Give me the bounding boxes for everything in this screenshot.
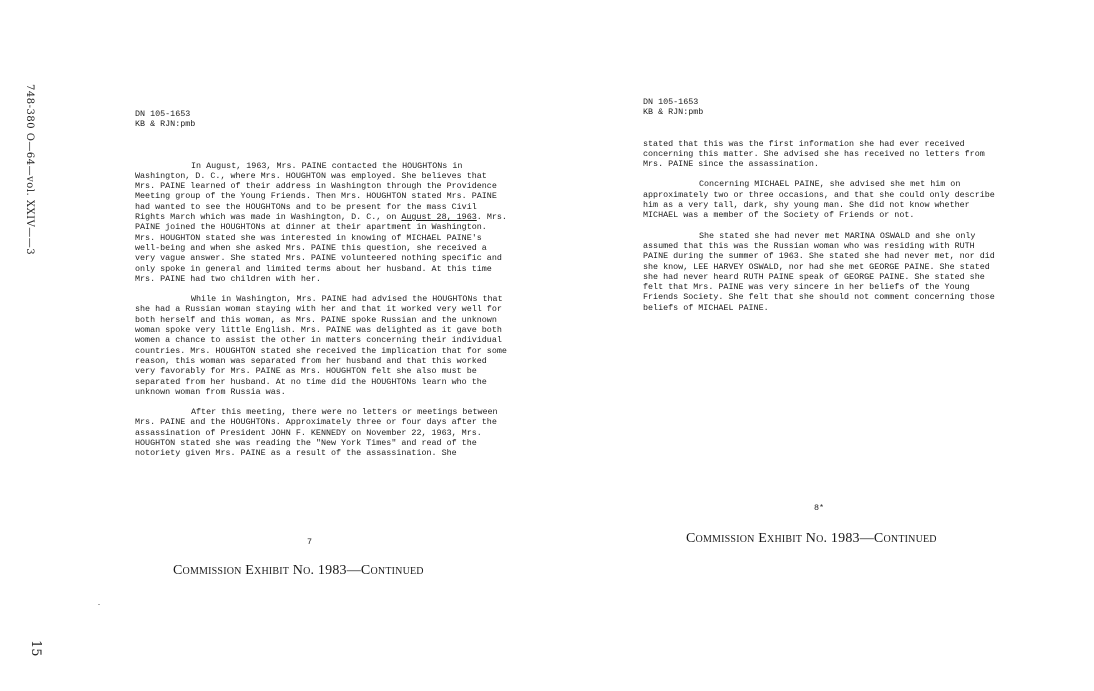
left-page-body xyxy=(135,109,510,469)
right-exhibit-caption: Commission Exhibit No. 1983—Continued xyxy=(686,531,937,546)
right-paragraph-1: stated that this was the first information she had ever received concerning this matter. She advised she has received no letters from Mrs. PAINE since the assassination. xyxy=(643,138,985,170)
left-paragraph-1-after: . Mrs. PAINE joined the HOUGHTONs at dinner at their apartment in Washington. Mrs. HOUGHTON stated she was interested in knowing of MICHAEL PAINE's well-being and when she asked Mrs. PAINE this question, she received a very vague answer. She stated Mrs. PAINE volunteered nothing specific and only spoke in general and limited terms about her husband. At this time Mrs. PAINE had two children with her. xyxy=(135,212,507,284)
left-paragraph-1-date: August 28, 1963 xyxy=(401,212,477,223)
volume-page-number: 15 xyxy=(28,640,43,657)
volume-margin-note: 748-380 O—64—vol. XXIV——3 xyxy=(24,84,35,256)
left-paragraph-1 xyxy=(135,161,510,285)
left-initials: KB & RJN:pmb xyxy=(135,119,196,130)
left-paragraph-2: While in Washington, Mrs. PAINE had advised the HOUGHTONs that she had a Russian woman staying with her and that it worked very well for both herself and this woman, as Mrs. PAINE spoke Russian and the unknown woman spoke very little English. Mrs. PAINE was delighted as it gave both women a chance to assist the other in matters concerning their individual countries. Mrs. HOUGHTON stated she received the implication that for some reason, this woman was separated from her husband and that this worked very favorably for Mrs. PAINE as Mrs. HOUGHTON felt she also must be separated from her husband. At no time did the HOUGHTONs learn who the unknown woman from Russia was. xyxy=(135,294,507,397)
left-exhibit-caption: Commission Exhibit No. 1983—Continued xyxy=(173,563,424,578)
left-file-header xyxy=(135,109,510,130)
left-paragraph-1-before: In August, 1963, Mrs. PAINE contacted the HOUGHTONs in Washington, D. C., where Mrs. HOUGHTON was employed. She believes that Mrs. PAINE learned of their address in Washington through the Providence Meeting group of the Young Friends. Then Mrs. HOUGHTON stated Mrs. PAINE had wanted to see the HOUGHTONs and to be present for the mass Civil Rights March which was made in Washington, D. C., on xyxy=(135,160,497,223)
left-page-number: 7 xyxy=(307,537,313,547)
right-file-number: DN 105-1653 xyxy=(643,97,699,107)
left-file-number: DN 105-1653 xyxy=(135,109,191,119)
right-paragraph-3: She stated she had never met MARINA OSWALD and she only assumed that this was the Russian woman who was residing with RUTH PAINE during the summer of 1963. She stated she had never met, nor did she know, LEE HARVEY OSWALD, nor had she met GEORGE PAINE. She stated she had never heard RUTH PAINE speak of GEORGE PAINE. She stated she felt that Mrs. PAINE was very sincere in her beliefs of the Young Friends Society. She felt that she should not comment concerning those beliefs of MICHAEL PAINE. xyxy=(643,230,995,313)
left-paragraph-3: After this meeting, there were no letters or meetings between Mrs. PAINE and the HOUGHTONs. Approximately three or four days after the assassination of President JOHN F. KENNEDY on November 22, 1963, Mrs. HOUGHTON stated she was reading the "New York Times" and read of the notoriety given Mrs. PAINE as a result of the assassination. She xyxy=(135,407,498,459)
right-paragraph-2: Concerning MICHAEL PAINE, she advised she met him on approximately two or three occasions, and that she could only describe him as a very tall, dark, shy young man. She did not know whether MICHAEL was a member of the Society of Friends or not. xyxy=(643,179,995,221)
right-initials: KB & RJN:pmb xyxy=(643,107,704,118)
right-page-body xyxy=(643,97,1003,323)
right-page-number: 8* xyxy=(814,503,825,513)
scan-speck xyxy=(98,604,100,605)
right-file-header xyxy=(643,97,1003,118)
